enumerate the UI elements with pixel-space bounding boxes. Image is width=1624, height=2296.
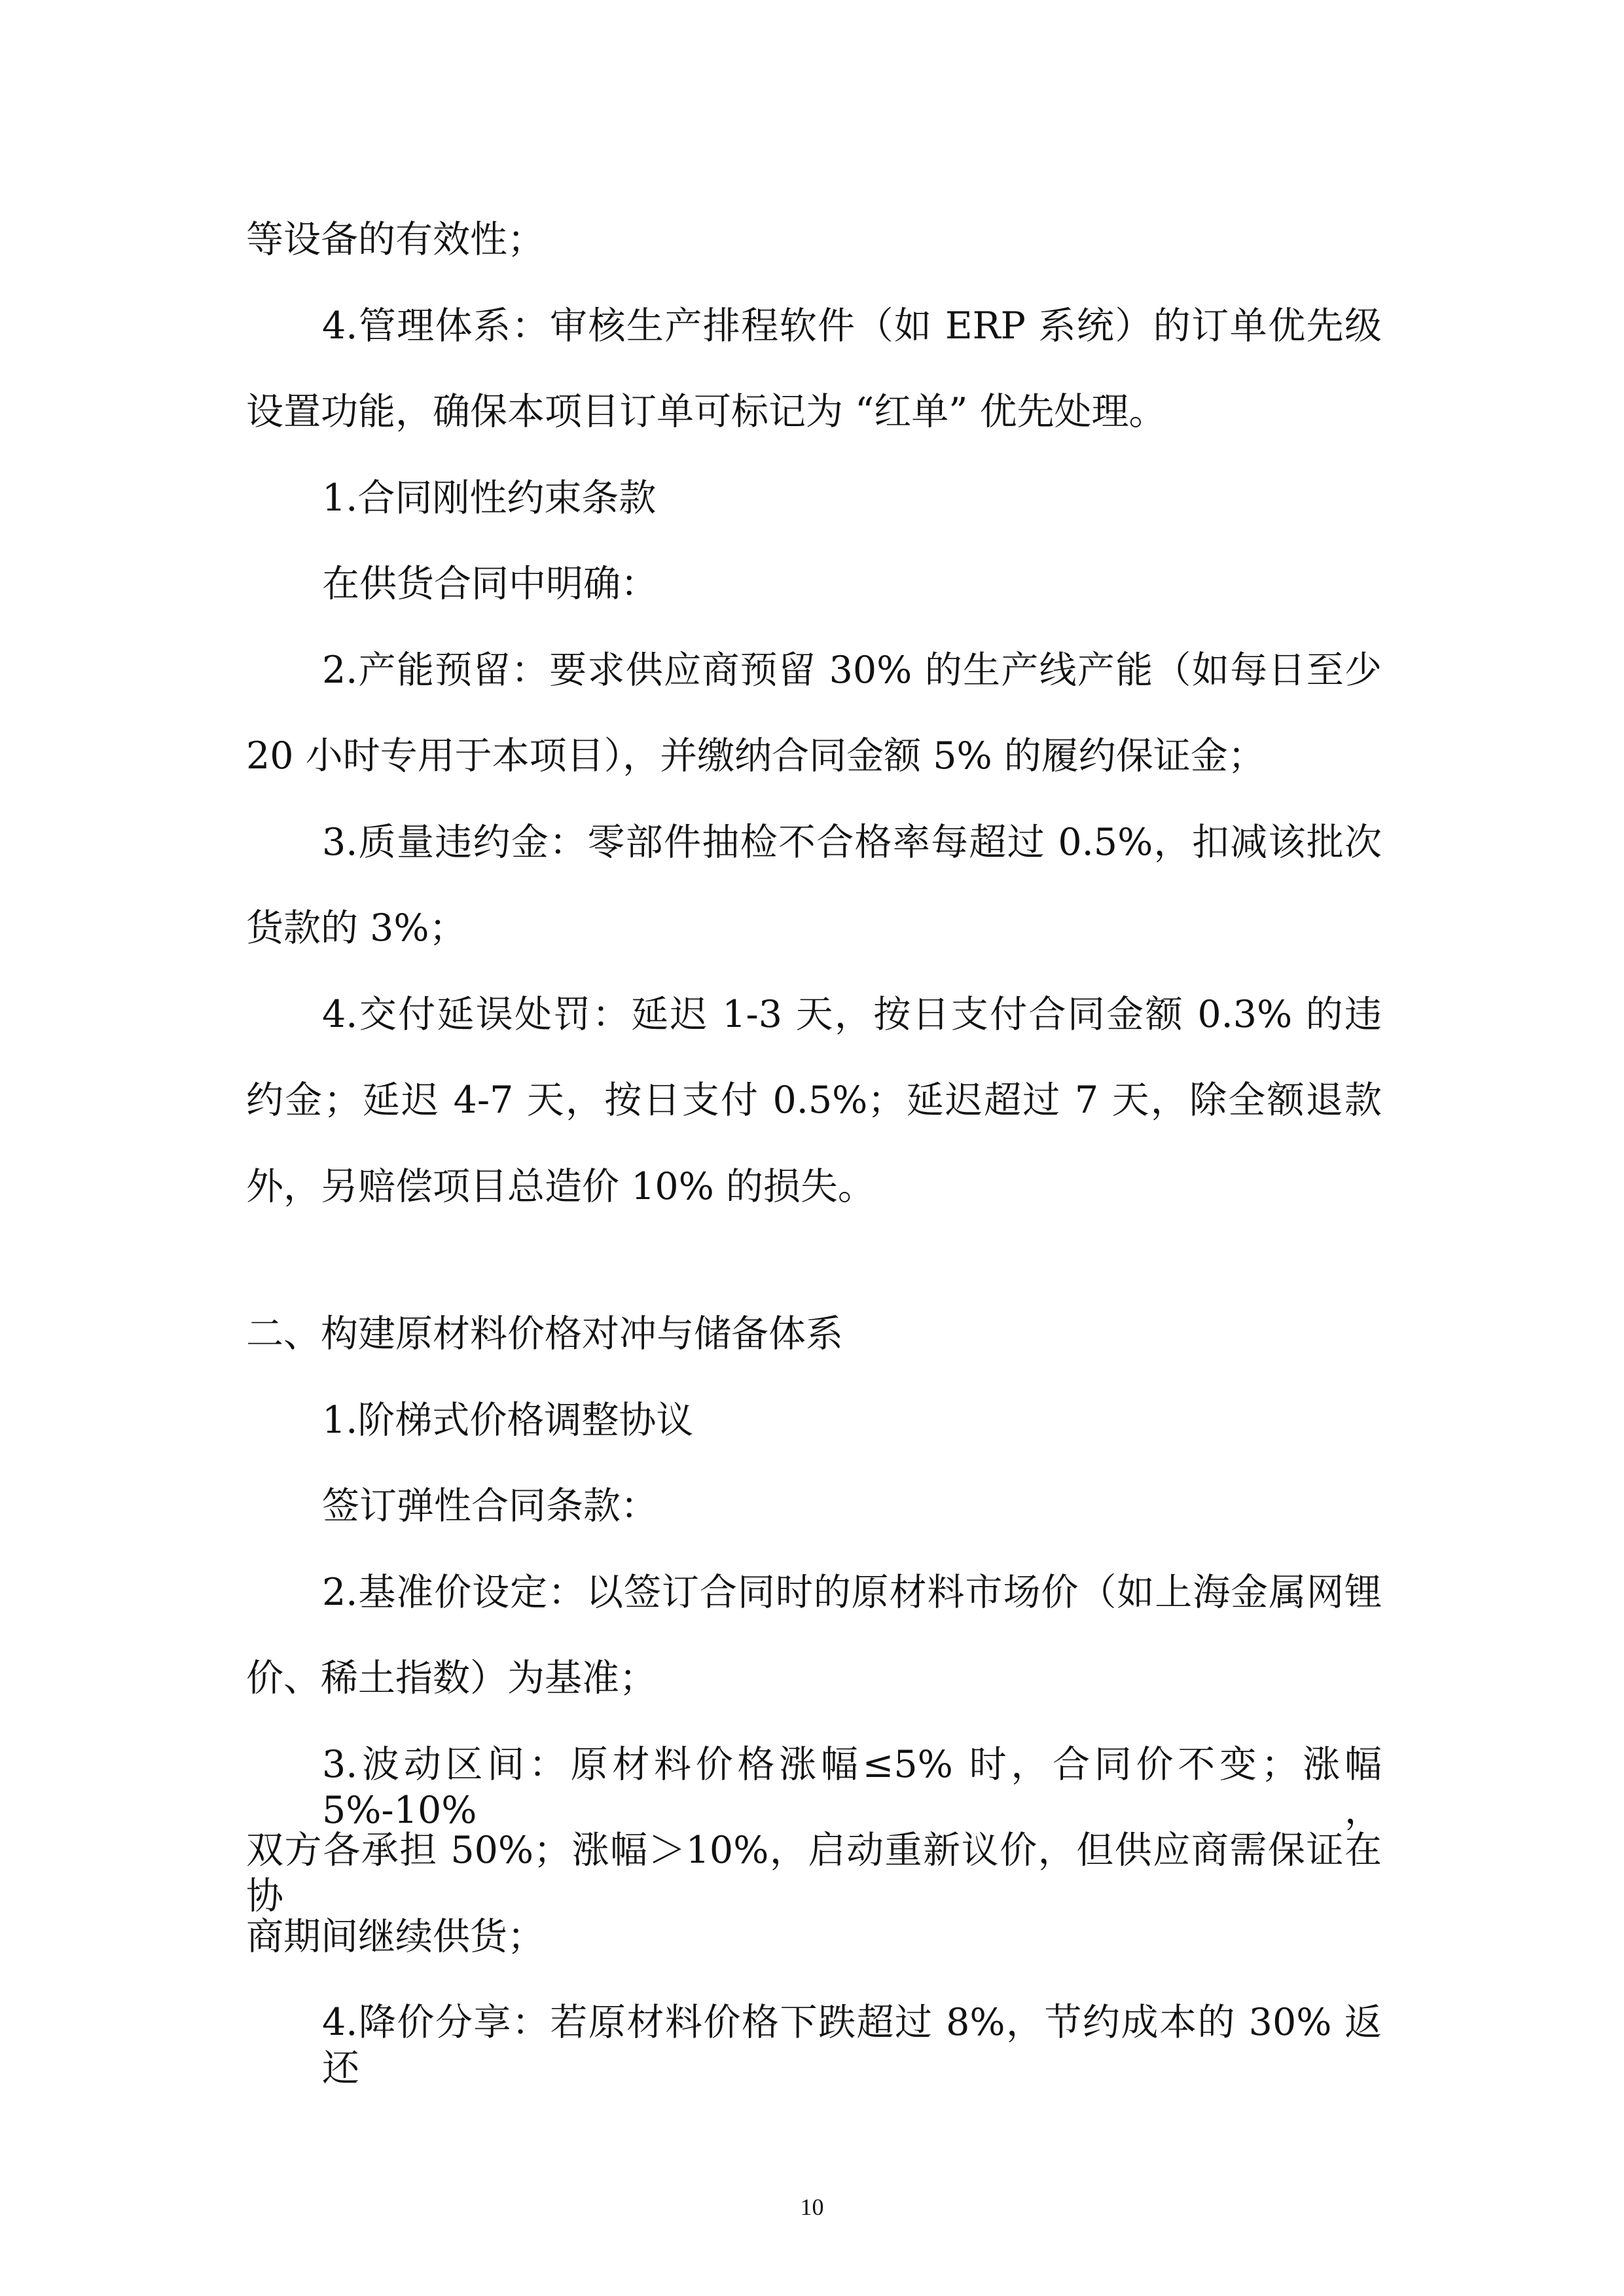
text-line-3: 设置功能，确保本项目订单可标记为 “红单” 优先处理。 [246, 390, 1166, 433]
text-line-10: 4.交付延误处罚：延迟 1-3 天，按日支付合同金额 0.3% 的违 [322, 993, 1382, 1036]
text-line-6: 2.产能预留：要求供应商预留 30% 的生产线产能（如每日至少 [322, 649, 1382, 692]
page-number: 10 [800, 2194, 824, 2220]
text-line-7: 20 小时专用于本项目），并缴纳合同金额 5% 的履约保证金； [246, 734, 1265, 778]
text-line-20: 商期间继续供货； [246, 1915, 545, 1958]
text-line-4: 1.合同刚性约束条款 [322, 476, 657, 520]
text-line-15: 签订弹性合同条款： [322, 1484, 658, 1528]
text-line-18: 3.波动区间：原材料价格涨幅≤5% 时，合同价不变；涨幅 5%-10%， [322, 1743, 1382, 1832]
section-heading: 二、构建原材料价格对冲与储备体系 [246, 1312, 843, 1355]
text-line-2: 4.管理体系：审核生产排程软件（如 ERP 系统）的订单优先级 [322, 304, 1382, 348]
text-line-5: 在供货合同中明确： [322, 562, 658, 605]
text-line-21: 4.降价分享：若原材料价格下跌超过 8%，节约成本的 30% 返还 [322, 2001, 1382, 2090]
text-line-19: 双方各承担 50%；涨幅＞10%，启动重新议价，但供应商需保证在协 [246, 1829, 1382, 1918]
text-line-8: 3.质量违约金：零部件抽检不合格率每超过 0.5%，扣减该批次 [322, 821, 1382, 864]
text-line-16: 2.基准价设定：以签订合同时的原材料市场价（如上海金属网锂 [322, 1571, 1382, 1614]
text-line-1: 等设备的有效性； [246, 218, 545, 261]
text-line-17: 价、稀土指数）为基准； [246, 1657, 657, 1700]
text-line-12: 外，另赔偿项目总造价 10% 的损失。 [246, 1165, 875, 1208]
text-line-9: 货款的 3%； [246, 906, 467, 950]
text-line-11: 约金；延迟 4-7 天，按日支付 0.5%；延迟超过 7 天，除全额退款 [246, 1079, 1382, 1122]
text-line-14: 1.阶梯式价格调整协议 [322, 1399, 694, 1442]
